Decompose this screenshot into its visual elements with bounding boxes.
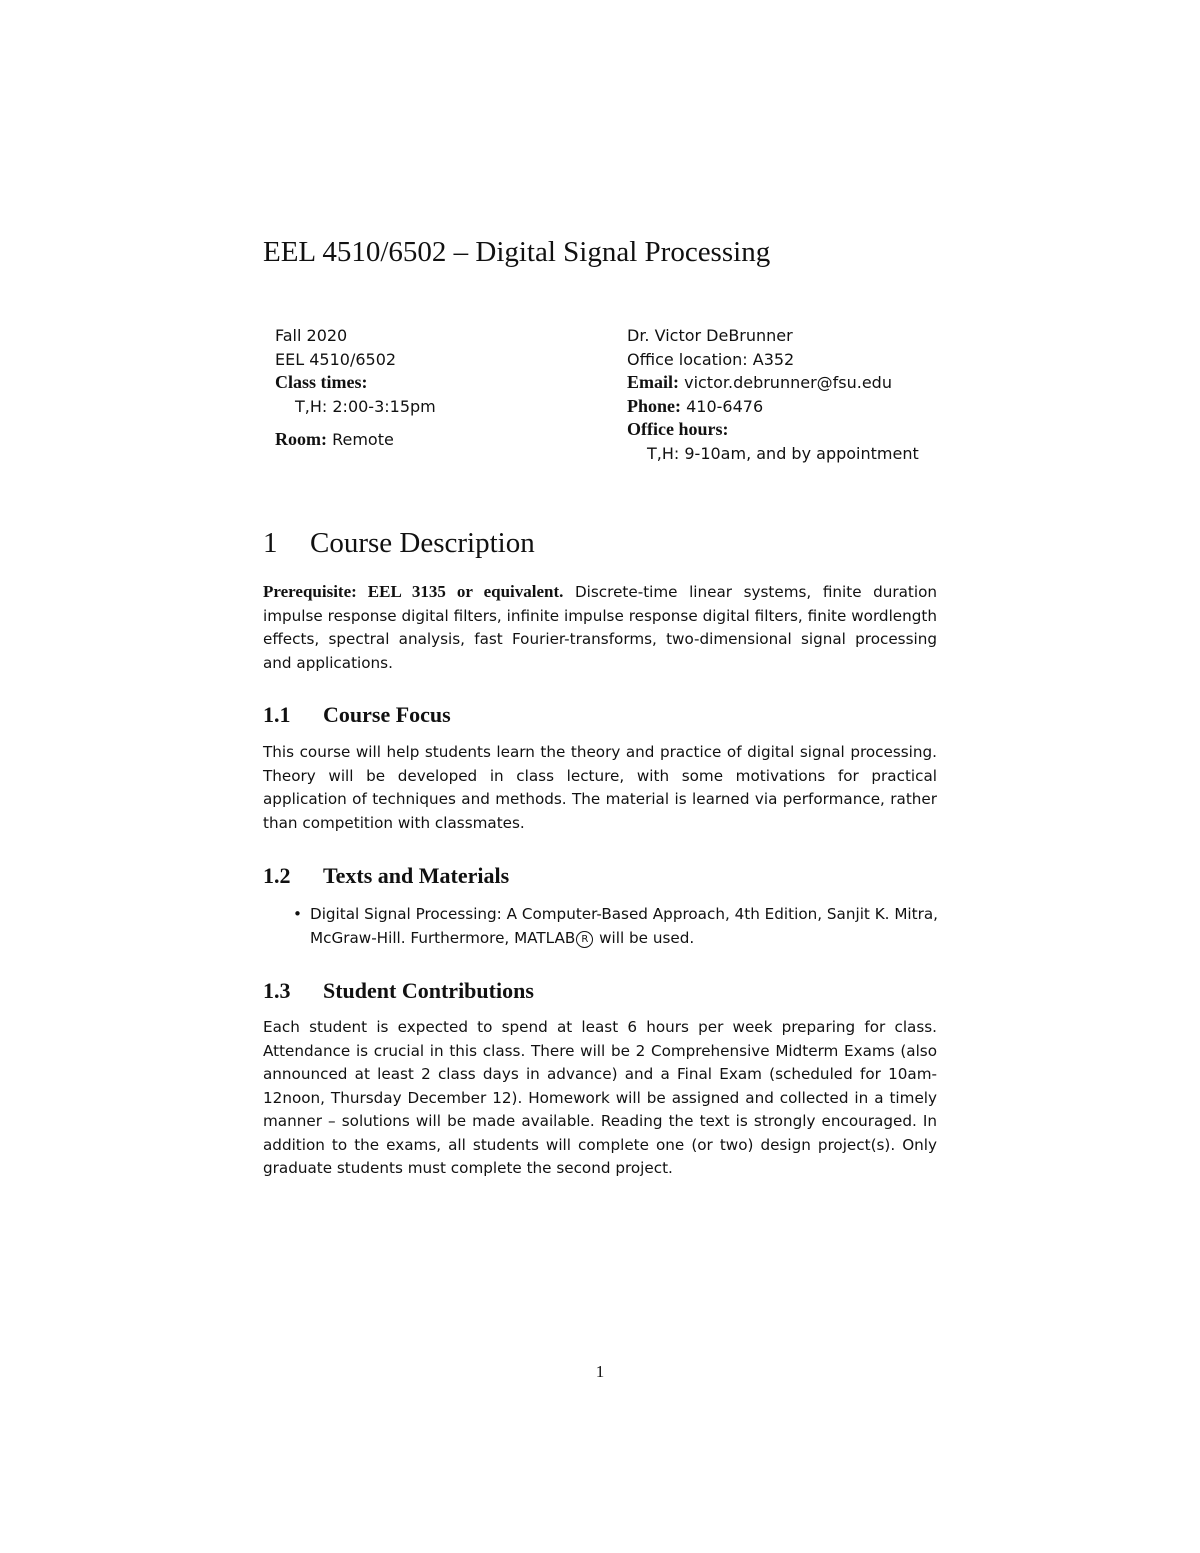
instructor-name: Dr. Victor DeBrunner	[627, 326, 793, 345]
section-1-1-heading: 1.1 Course Focus	[263, 702, 451, 727]
section-title: Course Description	[310, 527, 535, 559]
prerequisite-label: Prerequisite: EEL 3135 or equivalent.	[263, 582, 564, 601]
document-title: EEL 4510/6502 – Digital Signal Processing	[263, 236, 771, 268]
office-hours-label: Office hours:	[627, 419, 729, 439]
email-label: Email:	[627, 372, 679, 392]
course-info-block	[275, 324, 436, 452]
phone	[627, 395, 919, 419]
page-number: 1	[595, 1362, 605, 1381]
student-contributions-paragraph: Each student is expected to spend at least 6 hours per week preparing for class. Attendance is crucial in this class. There will be 2 Comprehensive Midterm Exams (also announced at least 2 class days in advance) and a Final Exam (scheduled for 10am-12noon, Thursday December 12). Homework will be assigned and collected in a timely manner – solutions will be made available. Reading the text is strongly encouraged. In addition to the exams, all students will complete one (or two) design project(s). Only graduate students must complete the second project.	[263, 1018, 937, 1177]
class-times-value: T,H: 2:00-3:15pm	[295, 396, 436, 416]
section-1-2-heading: 1.2 Texts and Materials	[263, 863, 510, 888]
section-number: 1	[263, 527, 278, 559]
registered-trademark-icon: R	[576, 931, 593, 948]
phone-value: 410-6476	[686, 396, 764, 416]
term: Fall 2020	[275, 326, 348, 345]
texts-list	[288, 903, 938, 950]
email-value: victor.debrunner@fsu.edu	[684, 373, 892, 392]
phone-label: Phone:	[627, 395, 681, 416]
course-focus-paragraph: This course will help students learn the theory and practice of digital signal processing. Theory will be developed in class lecture, with some motivations for practical application of techniques and methods. The material is learned via performance, rather than competition with classmates.	[263, 743, 937, 832]
bullet-icon: •	[293, 905, 302, 923]
office-hours-value: T,H: 9-10am, and by appointment	[647, 443, 919, 463]
room-value: Remote	[332, 430, 394, 449]
course-code: EEL 4510/6502	[275, 349, 397, 369]
office-location: Office location: A352	[627, 349, 795, 369]
class-times-label: Class times:	[275, 372, 368, 392]
course-description-text: Discrete-time linear systems, finite duration impulse response digital filters, infinite impulse response digital filters, finite wordlength effects, spectral analysis, fast Fourier-transforms, two-dimensional signal processing and applications.	[263, 583, 938, 672]
room	[275, 428, 436, 452]
course-description-paragraph	[263, 580, 937, 675]
section-1-3-heading: 1.3 Student Contributions	[263, 978, 534, 1003]
section-1-heading	[263, 527, 535, 560]
room-label: Room:	[275, 429, 327, 449]
instructor-info-block	[627, 324, 919, 465]
email	[627, 371, 919, 395]
list-item: • Digital Signal Processing: A Computer-Based Approach, 4th Edition, Sanjit K. Mitra, McGraw-Hill. Furthermore, MATLAB R will be used.	[293, 905, 938, 947]
